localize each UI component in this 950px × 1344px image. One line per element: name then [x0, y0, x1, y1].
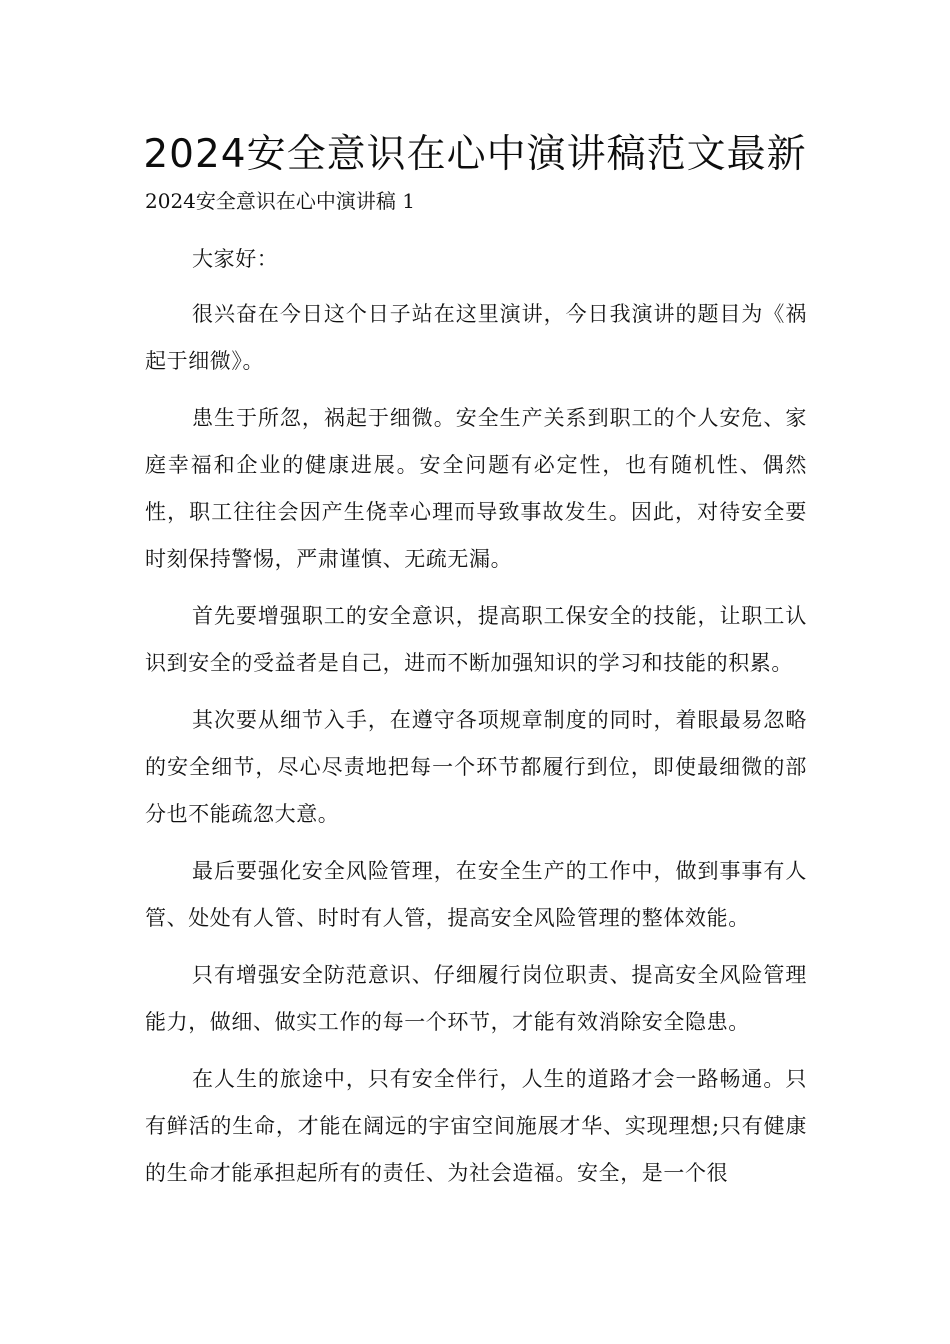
paragraph: 患生于所忽，祸起于细微。安全生产关系到职工的个人安危、家庭幸福和企业的健康进展。安全问题有必定性，也有随机性、偶然性，职工往往会因产生侥幸心理而导致事故发生。因此，对待安全要时刻保持警惕，严肃谨慎、无疏无漏。 [145, 406, 807, 571]
paragraph: 在人生的旅途中，只有安全伴行，人生的道路才会一路畅通。只有鲜活的生命，才能在阔远的宇宙空间施展才华、实现理想;只有健康的生命才能承担起所有的责任、为社会造福。安全，是一个很 [145, 1067, 807, 1185]
paragraph: 其次要从细节入手，在遵守各项规章制度的同时，着眼最易忽略的安全细节，尽心尽责地把每一个环节都履行到位，即使最细微的部分也不能疏忽大意。 [145, 708, 807, 826]
paragraph: 最后要强化安全风险管理，在安全生产的工作中，做到事事有人管、处处有人管、时时有人管，提高安全风险管理的整体效能。 [145, 859, 807, 930]
paragraph-greeting: 大家好： [192, 247, 279, 271]
document-title: 2024安全意识在心中演讲稿范文最新 [143, 132, 807, 177]
paragraph: 只有增强安全防范意识、仔细履行岗位职责、提高安全风险管理能力，做细、做实工作的每一个环节，才能有效消除安全隐患。 [145, 963, 807, 1034]
document-body [145, 236, 807, 1207]
document-subtitle: 2024安全意识在心中演讲稿 1 [145, 189, 415, 213]
paragraph: 很兴奋在今日这个日子站在这里演讲，今日我演讲的题目为《祸起于细微》。 [145, 302, 807, 373]
paragraph: 首先要增强职工的安全意识，提高职工保安全的技能，让职工认识到安全的受益者是自己，进而不断加强知识的学习和技能的积累。 [145, 604, 807, 675]
